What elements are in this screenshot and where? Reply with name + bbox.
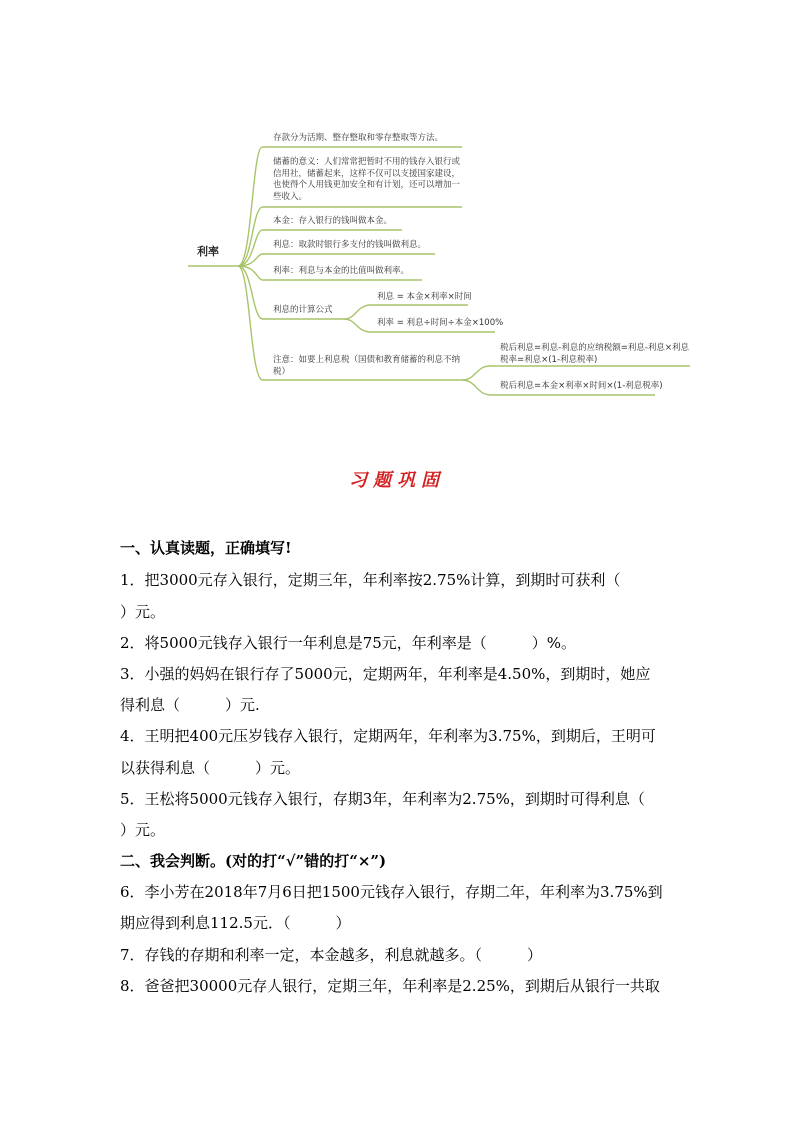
question-line: 5．王松将5000元钱存入银行，存期3年，年利率为2.75%，到期时可得利息（ (120, 790, 645, 808)
question-line: 3．小强的妈妈在银行存了5000元，定期两年，年利率是4.50%，到期时，她应 (120, 665, 651, 683)
branch-savings-meaning: 储蓄的意义：人们常常把暂时不用的钱存入银行或信用社，储蓄起来，这样不仅可以支援国家建设，也使得个人用钱更加安全和有计划，还可以增加一些收入。 (273, 157, 461, 202)
question-line: ）元。 (120, 821, 166, 839)
branch-formula: 利息的计算公式 (273, 305, 333, 315)
question-line: 7．存钱的存期和利率一定，本金越多，利息就越多。（ ） (120, 946, 543, 964)
part2-heading: 二、我会判断。(对的打“√”错的打“×”) (120, 852, 387, 870)
question-line: 2．将5000元钱存入银行一年利息是75元，年利率是（ ）%。 (120, 634, 577, 652)
branch-rate: 利率：利息与本金的比值叫做利率。 (273, 266, 410, 276)
branch-deposit-types: 存款分为活期、整存整取和零存整取等方法。 (273, 133, 444, 143)
formula-rate: 利率 = 利息÷时间÷本金×100% (377, 318, 504, 328)
question-line: 8．爸爸把30000元存人银行，定期三年，年利率是2.25%，到期后从银行一共取 (120, 977, 660, 995)
question-line: 4．王明把400元压岁钱存入银行，定期两年，年利率为3.75%，到期后，王明可 (120, 727, 656, 745)
question-line: 得利息（ ）元. (120, 696, 260, 714)
section-title: 习题巩固 (349, 470, 445, 491)
branch-principal: 本金：存入银行的钱叫做本金。 (273, 216, 393, 226)
tax-formula-1: 税后利息=利息-利息的应纳税额=利息-利息×利息税率=利息×(1-利息税率) (500, 343, 690, 365)
question-line: 以获得利息（ ）元。 (120, 759, 301, 777)
question-line: ）元。 (120, 603, 166, 621)
mindmap-trunk (238, 147, 262, 266)
question-line: 期应得到利息112.5元．（ ） (120, 914, 351, 932)
question-line: 1．把3000元存入银行，定期三年，年利率按2.75%计算，到期时可获利（ (120, 571, 621, 589)
tax-formula-2: 税后利息=本金×利率×时间×(1-利息税率) (500, 381, 663, 391)
question-line: 6．李小芳在2018年7月6日把1500元钱存入银行，存期二年，年利率为3.75%到 (120, 883, 663, 901)
branch-tax-note: 注意：如要上利息税（国债和教育储蓄的利息不纳税） (273, 355, 461, 377)
part1-heading: 一、认真读题，正确填写! (120, 539, 292, 557)
mindmap-root: 利率 (197, 245, 219, 258)
branch-interest: 利息：取款时银行多支付的钱叫做利息。 (273, 240, 427, 250)
formula-interest: 利息 = 本金×利率×时间 (377, 292, 472, 302)
